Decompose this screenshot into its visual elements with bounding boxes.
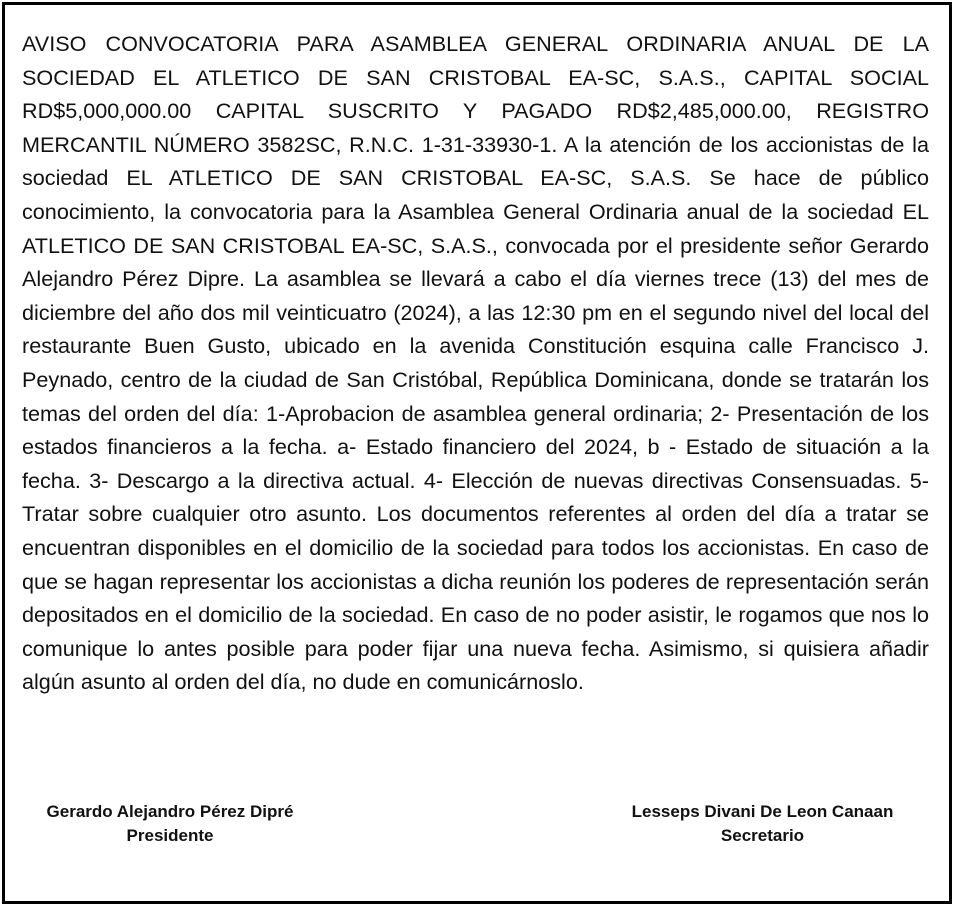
president-title: Presidente (126, 826, 214, 845)
notice-body-text: AVISO CONVOCATORIA PARA ASAMBLEA GENERAL ORDINARIA ANUAL DE LA SOCIEDAD EL ATLETICO DE SAN CRISTOBAL EA-SC, S.A.S., CAPITAL SOCIAL RD$5,000,000.00 CAPITAL SUSCRITO Y PAGADO RD$2,485,000.00, REGISTRO MERCANTIL NÚMERO 3582SC, R.N.C. 1-31-33930-1. A la atención de los accionistas de la sociedad EL ATLETICO DE SAN CRISTOBAL EA-SC, S.A.S. Se hace de público conocimiento, la convocatoria para la Asamblea General Ordinaria anual de la sociedad EL ATLETICO DE SAN CRISTOBAL EA-SC, S.A.S., convocada por el presidente señor Gerardo Alejandro Pérez Dipre. La asamblea se llevará a cabo el día viernes trece (13) del mes de diciembre del año dos mil veinticuatro (2024), a las 12:30 pm en el segundo nivel del local del restaurante Buen Gusto, ubicado en la avenida Constitución esquina calle Francisco J. Peynado, centro de la ciudad de San Cristóbal, República Dominicana, donde se tratarán los temas del orden del día: 1-Aprobacion de asamblea general ordinaria; 2- Presentación de los estados financieros a la fecha. a- Estado financiero del 2024, b - Estado de situación a la fecha. 3- Descargo a la directiva actual. 4- Elección de nuevas directivas Consensuadas. 5- Tratar sobre cualquier otro asunto. Los documentos referentes al orden del día a tratar se encuentran disponibles en el domicilio de la sociedad para todos los accionistas. En caso de que se hagan representar los accionistas a dicha reunión los poderes de representación serán depositados en el domicilio de la sociedad. En caso de no poder asistir, le rogamos que nos lo comunique lo antes posible para poder fijar una nueva fecha. Asimismo, si quisiera añadir algún asunto al orden del día, no dude en comunicárnoslo. (22, 31, 929, 695)
signature-secretary (600, 800, 925, 848)
notice-frame (2, 2, 952, 904)
secretary-name: Lesseps Divani De Leon Canaan (631, 802, 894, 821)
secretary-title: Secretario (720, 826, 805, 845)
signature-president (17, 800, 323, 848)
president-name: Gerardo Alejandro Pérez Dipré (46, 802, 294, 821)
